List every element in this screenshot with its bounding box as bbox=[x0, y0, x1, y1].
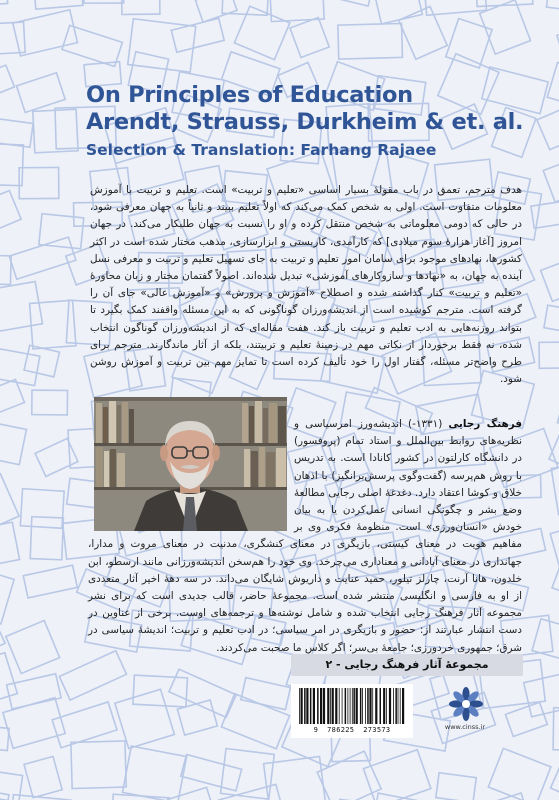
pattern-rectangle bbox=[552, 563, 559, 606]
pattern-rectangle bbox=[0, 282, 43, 335]
pattern-rectangle bbox=[169, 669, 236, 717]
pattern-rectangle bbox=[0, 565, 14, 624]
pattern-rectangle bbox=[30, 517, 63, 560]
pattern-rectangle bbox=[331, 0, 376, 6]
pattern-rectangle bbox=[553, 708, 559, 751]
barcode-bar bbox=[348, 688, 349, 724]
barcode-bar bbox=[320, 688, 322, 724]
author-name: فرهنگ رجایی bbox=[448, 418, 523, 430]
pattern-rectangle bbox=[543, 149, 559, 202]
pattern-rectangle bbox=[0, 420, 26, 464]
barcode-bar bbox=[362, 688, 363, 724]
pattern-rectangle bbox=[71, 741, 126, 789]
pattern-rectangle bbox=[0, 118, 33, 148]
pattern-rectangle bbox=[32, 390, 68, 415]
barcode-bar bbox=[352, 688, 353, 724]
book-subtitle: Selection & Translation: Farhang Rajaee bbox=[86, 141, 437, 159]
barcode-bar bbox=[353, 688, 355, 724]
barcode-bar bbox=[330, 688, 331, 724]
pattern-rectangle bbox=[0, 255, 11, 284]
isbn-barcode bbox=[291, 684, 413, 738]
barcode-bar bbox=[313, 688, 315, 724]
barcode-bar bbox=[400, 688, 401, 724]
star-flower-logo-icon bbox=[432, 684, 500, 724]
barcode-bar bbox=[310, 688, 312, 724]
pattern-rectangle bbox=[0, 474, 19, 538]
book-title-line-1: On Principles of Education bbox=[86, 82, 413, 108]
publisher-logo bbox=[432, 684, 500, 742]
pattern-rectangle bbox=[505, 702, 547, 736]
series-label-bar: مجموعهٔ آثار فرهنگ رجایی - ۲ bbox=[291, 654, 523, 676]
pattern-rectangle bbox=[0, 379, 24, 417]
barcode-bar bbox=[386, 688, 387, 724]
barcode-bar bbox=[335, 688, 337, 724]
portrait-spacer bbox=[88, 416, 288, 536]
barcode-bar bbox=[306, 688, 308, 724]
pattern-rectangle bbox=[541, 250, 559, 301]
pattern-rectangle bbox=[0, 345, 40, 385]
barcode-bar bbox=[301, 688, 303, 724]
pattern-rectangle bbox=[290, 18, 329, 58]
pattern-rectangle bbox=[0, 522, 20, 567]
barcode-bar bbox=[395, 688, 397, 724]
barcode-bar bbox=[350, 688, 351, 724]
pattern-rectangle bbox=[168, 787, 221, 800]
barcode-bar bbox=[339, 688, 340, 724]
pattern-rectangle bbox=[0, 0, 8, 6]
pattern-rectangle bbox=[241, 678, 291, 710]
pattern-rectangle bbox=[16, 73, 65, 113]
pattern-rectangle bbox=[539, 342, 559, 368]
barcode-bar bbox=[327, 688, 329, 724]
pattern-rectangle bbox=[0, 653, 17, 712]
pattern-rectangle bbox=[115, 689, 175, 748]
barcode-bar bbox=[365, 688, 366, 724]
pattern-rectangle bbox=[222, 0, 269, 15]
pattern-rectangle bbox=[59, 651, 126, 700]
barcode-bar bbox=[398, 688, 399, 724]
pattern-rectangle bbox=[122, 746, 186, 800]
pattern-rectangle bbox=[171, 18, 224, 52]
barcode-bar bbox=[332, 688, 334, 724]
pattern-rectangle bbox=[3, 698, 65, 749]
intro-paragraph: هدف مترجم، تعمق در باب مقولهٔ بسیار اساسی «تعلیم و تربیت» است. تعلیم و تربیت با آموزش معلومات متفاوت است. اولی به شخص کمک می‌کند که اولاً تعلیم ببیند و ثانیاً به جهان معرفی شود، در حالی که دومی معلوماتی به شخص منتقل کرده و او را نسبت به جهان طلبکار می‌کند. در جهان امروز [آغاز هزارهٔ سوم میلادی] که کارآمدی، کاربستی و ابزارسازی، مذهب مختار شده است در اکثر کشورها، نهادهای موجود برای سامان امور تعلیم و تربیت به جای تسهیل تعلیم و تربیت و معرفی نسل آینده به جهان، به «نهادها و سازوکارهای آموزشی» تبدیل شده‌اند. اصولاً گفتمان مختار و زبان محاورهٔ «تعلیم و تربیت» کنار گذاشته شده و اصطلاح «آموزش و پرورش» و «آموزش عالی» جای آن را گرفته است. مترجم کوشیده است از اندیشه‌ورزان گوناگونی که به این مسئله واقفند کمک بگیرد تا بتواند روزنه‌هایی به ادب تعلیم و تربیت باز کند. هفت مقاله‌ای که از اندیشه‌ورزان گوناگون انتخاب شده، نه فقط برخوردار از نکاتی مهم در زمینهٔ تعلیم و تربیتند، بلکه از آثار ماندگارند. مترجم برای طرح واضح‌تر مسئله، گفتار اول را خود تألیف کرده است تا تمایز مهم بین تربیت و آموزش روشن شود. bbox=[90, 184, 522, 386]
pattern-rectangle bbox=[133, 675, 188, 707]
barcode-number: 9 786225 273573 bbox=[313, 726, 391, 734]
barcode-bar bbox=[393, 688, 394, 724]
pattern-rectangle bbox=[84, 0, 124, 3]
pattern-rectangle bbox=[547, 62, 559, 114]
pattern-rectangle bbox=[488, 748, 551, 800]
barcode-bar bbox=[372, 688, 373, 724]
pattern-rectangle bbox=[23, 565, 77, 598]
barcode-bar bbox=[367, 688, 369, 724]
pattern-rectangle bbox=[531, 198, 559, 228]
author-bio-text: (۱۳۳۱-) اندیشه‌ورز امرسیاسی و نظریه‌های روابط بین‌الملل و استاد تمام (پروفسور) در دانشگاه کارلتون در کشور کانادا است. به تدریس با روش هم‌پرسه (گفت‌وگوی پرسش‌برانگیز) با اذهان خلاق و کوشا اعتقاد دارد. دغدغهٔ اصلی رجایی مطالعهٔ وضع بشر و چگونگی انسانی عمل‌کردن یا به بیان خودش «انسان‌ورزی» است. منظومهٔ فکری وی بر مفاهیم هویت در معنای کیستی، بازیگری در معنای کنشگری، مدنیت در معنای مروت و مدارا، جهانداری در معنای آبادانی و معناداری می‌چرخد. وی خود را هم‌سخن اندیشه‌ورزانی مانند ارسطو، ابن خلدون، هانا آرنت، چارلز تیلور، حمید عنایت و داریوش شایگان می‌داند. در سه دههٔ اخیر آثار متعددی از او به فارسی و انگلیسی منتشر شده است. مجموعهٔ حاضر، قالب جدیدی است که برای نشر مجموعه آثار فرهنگ رجایی انتخاب شده و شامل نوشته‌ها و ترجمه‌های اوست. برخی از عناوین در دست انتشار عبارتند از: حضور و بازیگری در امر سیاسی؛ در ادب تعلیم و تربیت؛ اندیشهٔ سیاسی در شرق؛ جمهوری خردورزی؛ جامعهٔ بی‌سر؛ اگر کلاس ما صحبت می‌کردند. bbox=[88, 418, 522, 654]
barcode-bar bbox=[299, 688, 300, 724]
pattern-rectangle bbox=[0, 789, 9, 800]
barcode-bar bbox=[345, 688, 347, 724]
pattern-rectangle bbox=[0, 191, 21, 243]
barcode-bar bbox=[317, 688, 319, 724]
barcode-bar bbox=[389, 688, 391, 724]
pattern-rectangle bbox=[436, 773, 476, 800]
pattern-rectangle bbox=[0, 22, 25, 56]
pattern-rectangle bbox=[221, 694, 289, 749]
pattern-rectangle bbox=[121, 0, 159, 14]
title-block bbox=[86, 82, 526, 161]
pattern-rectangle bbox=[0, 65, 14, 104]
barcode-bar bbox=[342, 688, 343, 724]
barcode-bar bbox=[402, 688, 404, 724]
pattern-rectangle bbox=[20, 489, 64, 529]
pattern-rectangle bbox=[35, 438, 78, 476]
pattern-rectangle bbox=[551, 755, 559, 800]
pattern-rectangle bbox=[338, 23, 403, 59]
barcode-bar bbox=[356, 688, 358, 724]
book-title-line-2: Arendt, Strauss, Durkheim & et. al. bbox=[86, 109, 524, 135]
pattern-rectangle bbox=[181, 755, 242, 791]
pattern-rectangle bbox=[546, 0, 559, 11]
barcode-bar bbox=[304, 688, 306, 724]
pattern-rectangle bbox=[550, 524, 559, 567]
publisher-url: www.cinss.ir bbox=[444, 723, 486, 731]
pattern-rectangle bbox=[19, 167, 59, 198]
barcode-bar bbox=[375, 688, 377, 724]
pattern-rectangle bbox=[62, 25, 122, 66]
barcode-bars bbox=[291, 684, 413, 726]
barcode-bar bbox=[383, 688, 385, 724]
pattern-rectangle bbox=[39, 214, 84, 249]
author-bio-paragraph bbox=[88, 416, 522, 657]
pattern-rectangle bbox=[24, 345, 59, 377]
barcode-bar bbox=[380, 688, 382, 724]
barcode-bar bbox=[369, 688, 371, 724]
barcode-bar bbox=[360, 688, 362, 724]
pattern-rectangle bbox=[544, 305, 559, 335]
logo-center bbox=[462, 700, 470, 708]
barcode-bar bbox=[323, 688, 325, 724]
pattern-rectangle bbox=[34, 0, 83, 9]
pattern-rectangle bbox=[264, 756, 326, 800]
pattern-rectangle bbox=[24, 756, 62, 797]
pattern-rectangle bbox=[6, 621, 60, 674]
